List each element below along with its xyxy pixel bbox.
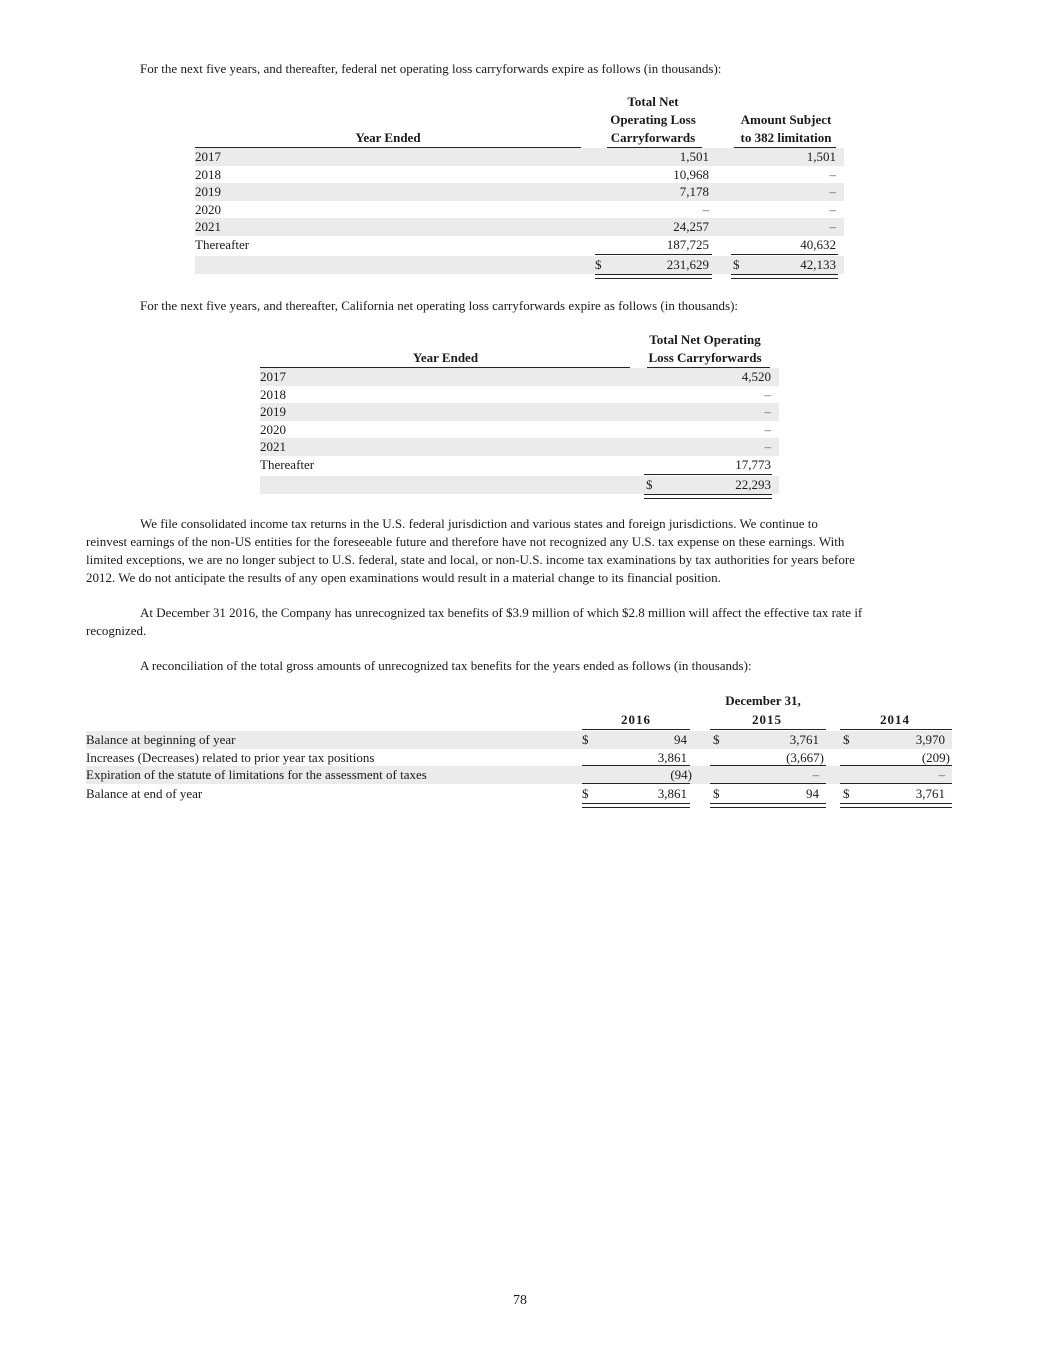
california-header-year: Year Ended [412,350,479,365]
recon-row-expiration: Expiration of the statute of limitations for the assessment of taxes (94) – – [86,766,952,784]
federal-header-total-l3: Carryforwards [610,130,696,145]
california-row-2020: 2020 – [260,421,771,437]
federal-row-2021: 2021 24,257 – [195,218,844,236]
federal-header-382-l1: Amount Subject [740,112,832,127]
federal-row-total [195,256,844,274]
california-row-2017: 2017 4,520 [260,368,779,386]
recon-row-ending-balance: Balance at end of year $ 3,861 $ 94 $ 3,761 [86,786,945,801]
federal-row-2018: 2018 10,968 – [195,166,836,182]
california-row-2021: 2021 – [260,438,779,456]
california-total-currency: $ [646,477,653,492]
california-row-2019: 2019 – [260,403,779,421]
federal-row-2020: 2020 – – [195,201,836,217]
year-header-2014: 2014 [880,712,910,727]
federal-row-2019: 2019 7,178 – [195,183,844,201]
federal-total-value: 231,629 [666,257,709,272]
california-header-total-l2: Loss Carryforwards [648,350,762,365]
recon-row-beginning-balance: Balance at beginning of year $ 94 $ 3,761 $ 3,970 [86,731,952,749]
federal-header-total-l1: Total Net [627,94,679,109]
federal-row-thereafter: Thereafter 187,725 40,632 [195,236,836,252]
federal-header-382-l2: to 382 limitation [740,130,832,145]
federal-header-total-l2: Operating Loss [610,112,696,127]
california-row-thereafter: Thereafter 17,773 [260,456,771,472]
california-row-total [260,476,779,494]
year-header-2015: 2015 [752,712,782,727]
federal-limited-currency: $ [733,257,740,272]
intro-california: For the next five years, and thereafter, California net operating loss carryforwards expire as follows (in thousands): [140,298,739,313]
federal-limited-value: 42,133 [800,257,836,272]
california-header-total-l1: Total Net Operating [649,332,761,347]
page-number: 78 [513,1293,527,1308]
year-header-2016: 2016 [621,712,651,727]
federal-header-year: Year Ended [355,130,421,145]
california-row-2018: 2018 – [260,386,771,402]
intro-reconciliation: A reconciliation of the total gross amounts of unrecognized tax benefits for the years ended as follows (in thousands): [140,658,752,673]
federal-total-currency: $ [595,257,602,272]
recon-row-increases: Increases (Decreases) related to prior year tax positions 3,861 (3,667) (209) [86,749,950,765]
intro-federal: For the next five years, and thereafter, federal net operating loss carryforwards expire as follows (in thousands): [140,61,722,76]
reconciliation-header-group: December 31, [725,693,801,708]
california-total-value: 22,293 [735,477,771,492]
federal-row-2017: 2017 1,501 1,501 [195,148,844,166]
